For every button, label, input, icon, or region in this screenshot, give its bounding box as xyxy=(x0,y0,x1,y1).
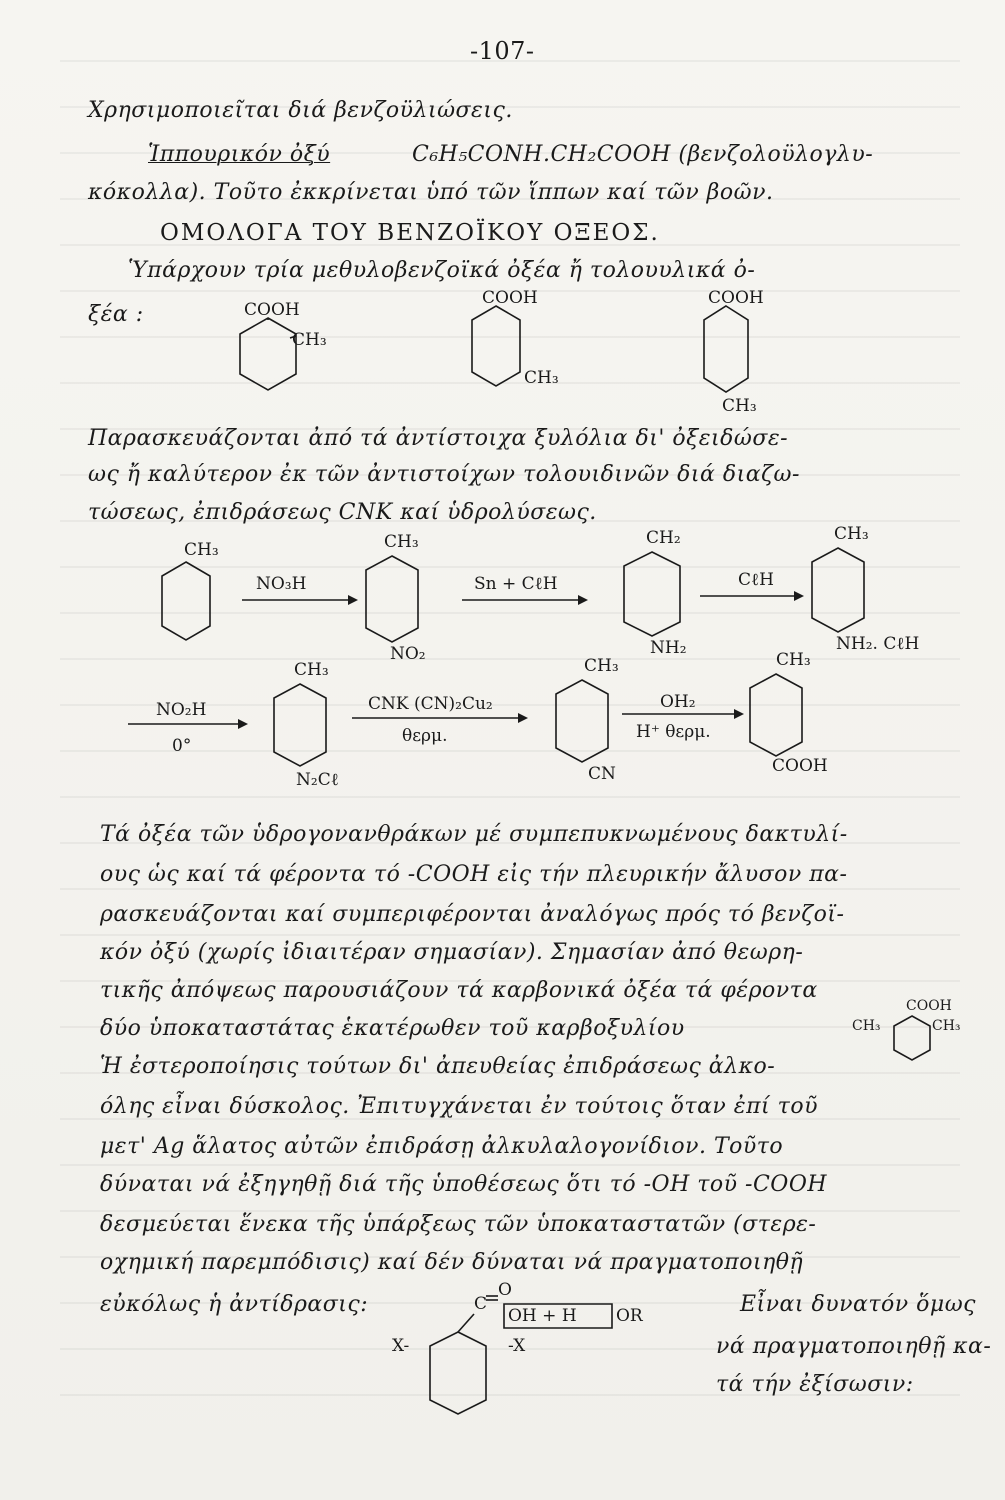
benzene-ring-acid1 xyxy=(240,318,296,390)
para-line-12: οχημική παρεμπόδισις) καί δέν δύναται νά πραγματοποιηθῇ xyxy=(100,1250,804,1275)
xyl-ch3-right-label: CH₃ xyxy=(932,1018,961,1034)
benzene-ring-r7 xyxy=(556,680,608,762)
para-line-1: Τά ὀξέα τῶν ὑδρογονανθράκων μέ συμπεπυκνωμένους δακτυλί- xyxy=(100,822,848,847)
page-number: -107- xyxy=(470,37,535,65)
arrowhead-r3 xyxy=(794,591,804,601)
r5-condition: 0° xyxy=(172,736,192,756)
r7-condition: H⁺ θερμ. xyxy=(636,722,711,742)
r4-ch3-label: CH₃ xyxy=(834,524,869,544)
r4-nh2-hcl-label: NH₂. CℓH xyxy=(836,634,920,654)
arrowhead-r5 xyxy=(238,719,248,729)
para-line-4: κόν ὀξύ (χωρίς ἰδιαιτέραν σημασίαν). Σημασίαν ἀπό θεωρη- xyxy=(100,940,804,965)
xyl-ch3-left-label: CH₃ xyxy=(852,1018,881,1034)
para-line-13: εὐκόλως ἡ ἀντίδρασις: xyxy=(100,1292,369,1317)
para-line-10: δύναται νά ἐξηγηθῇ διά τῆς ὑποθέσεως ὅτι τό -OH τοῦ -COOH xyxy=(100,1172,828,1197)
text-line-3: κόκολλα). Τοῦτο ἐκκρίνεται ὑπό τῶν ἵππων καί τῶν βοῶν. xyxy=(88,180,774,205)
text-line-7: Παρασκευάζονται ἀπό τά ἀντίστοιχα ξυλόλια δι' ὀξειδώσε- xyxy=(88,426,789,451)
arrowhead-r2 xyxy=(578,595,588,605)
text-line-5: Ὑπάρχουν τρία μεθυλοβενζοϊκά ὀξέα ἤ τολουυλικά ὀ- xyxy=(128,258,756,283)
r2-reagent: Sn + CℓH xyxy=(474,574,558,594)
r8-ch3-label: CH₃ xyxy=(776,650,811,670)
text-line-8: ως ἤ καλύτερον ἐκ τῶν ἀντιστοίχων τολουιδινῶν διά διαζω- xyxy=(88,462,800,487)
benzene-ring-xylyl xyxy=(894,1016,930,1060)
r6-condition: θερμ. xyxy=(402,726,448,746)
para-line-7: Ἡ ἐστεροποίησις τούτων δι' ἀπευθείας ἐπιδράσεως ἀλκο- xyxy=(100,1054,776,1079)
ester-o-label: O xyxy=(498,1280,512,1300)
r3-ch2-label: CH₂ xyxy=(646,528,681,548)
para-line-2: ους ὡς καί τά φέροντα τό -COOH εἰς τήν πλευρικήν ἄλυσον πα- xyxy=(100,862,848,887)
r1-reagent: NO₃H xyxy=(256,574,307,594)
r6-reagent: CNK (CN)₂Cu₂ xyxy=(368,694,493,714)
benzene-ring-acid3 xyxy=(704,306,748,392)
para-line-15: τά τήν ἐξίσωσιν: xyxy=(716,1372,914,1397)
para-line-9: μετ' Ag ἅλατος αὐτῶν ἐπιδράσῃ ἀλκυλαλογονίδιον. Τοῦτο xyxy=(100,1134,784,1159)
para-line-6: δύο ὑποκαταστάτας ἑκατέρωθεν τοῦ καρβοξυλίου xyxy=(100,1016,685,1041)
ester-box-label: OH + H xyxy=(508,1306,577,1326)
ester-c-label: C xyxy=(474,1294,488,1314)
arrowhead-r6 xyxy=(518,713,528,723)
ester-bracket-box xyxy=(504,1304,612,1328)
benzene-ring-r3 xyxy=(624,552,680,636)
para-line-5: τικῆς ἀπόψεως παρουσιάζουν τά καρβονικά ὀξέα τά φέροντα xyxy=(100,978,818,1003)
r2-no2-label: NO₂ xyxy=(390,644,426,664)
acid3-ch3-label: CH₃ xyxy=(722,396,757,416)
r8-cooh-label: COOH xyxy=(772,756,828,776)
r1-ch3-label: CH₃ xyxy=(184,540,219,560)
r6-n2cl-label: N₂Cℓ xyxy=(296,770,339,790)
hippuric-acid-term: Ἱππουρικόν ὀξύ xyxy=(148,142,331,167)
para-line-11: δεσμεύεται ἕνεκα τῆς ὑπάρξεως τῶν ὑποκαταστατῶν (στερε- xyxy=(100,1212,817,1237)
benzene-ring-r6 xyxy=(274,684,326,766)
r7-ch3-label: CH₃ xyxy=(584,656,619,676)
r7-cn-label: CN xyxy=(588,764,616,784)
benzene-ring-r8 xyxy=(750,674,802,756)
r7-reagent: OH₂ xyxy=(660,692,696,712)
arrowhead-r1 xyxy=(348,595,358,605)
ester-or-label: OR xyxy=(616,1306,643,1326)
r6-ch3-label: CH₃ xyxy=(294,660,329,680)
ester-x-left-label: X- xyxy=(392,1336,410,1356)
section-heading: ΟΜΟΛΟΓΑ ΤΟΥ ΒΕΝΖΟΪΚΟΥ ΟΞΕΟΣ. xyxy=(160,220,660,246)
text-line-9: τώσεως, ἐπιδράσεως CNK καί ὑδρολύσεως. xyxy=(88,500,597,525)
hippuric-acid-formula: C₆H₅CONH.CH₂COOH (βενζολοϋλογλυ- xyxy=(412,142,874,167)
ester-x-right-label: -X xyxy=(508,1336,526,1356)
r5-reagent: NO₂H xyxy=(156,700,207,720)
benzene-ring-ester xyxy=(430,1332,486,1414)
arrowhead-r7 xyxy=(734,709,744,719)
text-line-1: Χρησιμοποιεῖται διά βενζοϋλιώσεις. xyxy=(88,98,513,123)
xyl-cooh-label: COOH xyxy=(906,998,952,1014)
benzene-ring-acid2 xyxy=(472,306,520,386)
para-line-13b: Εἶναι δυνατόν ὅμως xyxy=(740,1292,976,1317)
benzene-ring-r4 xyxy=(812,548,864,632)
text-line-6: ξέα : xyxy=(88,302,144,327)
acid3-cooh-label: COOH xyxy=(708,288,764,308)
benzene-ring-r2 xyxy=(366,556,418,642)
r3-reagent: CℓH xyxy=(738,570,774,590)
acid2-cooh-label: COOH xyxy=(482,288,538,308)
acid2-ch3-label: CH₃ xyxy=(524,368,559,388)
benzene-ring-r1 xyxy=(162,562,210,640)
acid1-cooh-label: COOH xyxy=(244,300,300,320)
para-line-8: όλης εἶναι δύσκολος. Ἐπιτυγχάνεται ἐν τούτοις ὅταν ἐπί τοῦ xyxy=(100,1094,818,1119)
para-line-14: νά πραγματοποιηθῇ κα- xyxy=(716,1334,992,1359)
r3-nh2-label: NH₂ xyxy=(650,638,687,658)
acid1-ch3-label: CH₃ xyxy=(292,330,327,350)
para-line-3: ρασκευάζονται καί συμπεριφέρονται ἀναλόγως πρός τό βενζοϊ- xyxy=(100,902,845,927)
r2-ch3-label: CH₃ xyxy=(384,532,419,552)
